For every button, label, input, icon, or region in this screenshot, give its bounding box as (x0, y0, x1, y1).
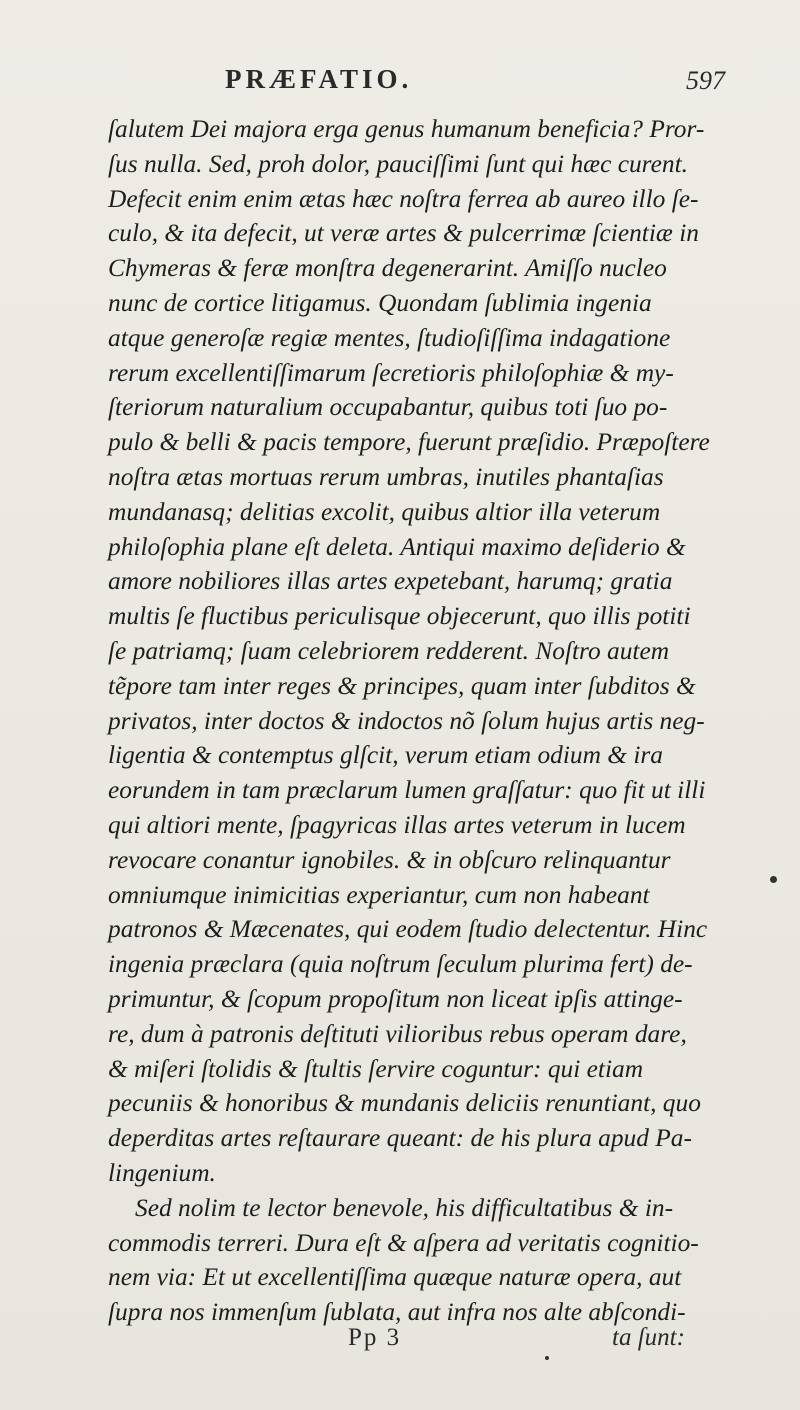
text-line: Chymeras & feræ monſtra degenerarint. Amiſſo nucleo (108, 254, 667, 283)
text-line: mundanasq; delitias excolit, quibus altior illa veterum (108, 497, 661, 526)
text-line: atque generoſæ regiæ mentes, ſtudioſiſſima indagatione (108, 323, 671, 352)
ink-speck (770, 876, 777, 883)
text-line: & miſeri ſtolidis & ſtultis ſervire coguntur: qui etiam (108, 1054, 644, 1083)
text-line: lingenium. (108, 1158, 216, 1187)
text-line: privatos, inter doctos & indoctos nõ ſolum hujus artis neg- (108, 706, 705, 735)
text-line: pecuniis & honoribus & mundanis deliciis renuntiant, quo (108, 1089, 701, 1118)
text-line: pulo & belli & pacis tempore, fuerunt præſidio. Præpoſtere (108, 428, 710, 457)
text-line: re, dum à patronis deſtituti vilioribus rebus operam dare, (108, 1019, 687, 1048)
text-line: nem via: Et ut excellentiſſima quæque naturæ opera, aut (108, 1263, 682, 1292)
text-line: commodis terreri. Dura eſt & aſpera ad veritatis cognitio- (108, 1228, 699, 1257)
body-text (108, 112, 748, 1330)
page-number: 597 (686, 66, 725, 95)
running-title: PRÆFATIO. (225, 64, 413, 94)
text-line: noſtra ætas mortuas rerum umbras, inutiles phantaſias (108, 462, 664, 491)
text-line: ingenia præclara (quia noſtrum ſeculum plurima fert) de- (108, 950, 693, 979)
signature-mark: Pp 3 (348, 1324, 402, 1351)
ink-speck (545, 1356, 549, 1360)
text-line: Defecit enim enim ætas hæc noſtra ferrea ab aureo illo ſe- (108, 184, 699, 213)
text-line: Sed nolim te lector benevole, his difficultatibus & in- (135, 1193, 674, 1222)
text-line: eorundem in tam præclarum lumen graſſatur: quo fit ut illi (108, 776, 706, 805)
text-line: ſalutem Dei majora erga genus humanum beneficia? Pror- (108, 115, 705, 143)
text-line: nunc de cortice litigamus. Quondam ſublimia ingenia (108, 288, 652, 317)
catchword: ta ſunt: (612, 1324, 685, 1351)
text-line: patronos & Mæcenates, qui eodem ſtudio delectentur. Hinc (108, 915, 708, 944)
text-line: omniumque inimicitias experiantur, cum non habeant (108, 880, 650, 909)
text-line: revocare conantur ignobiles. & in obſcuro relinquantur (108, 845, 671, 874)
text-line: ligentia & contemptus glſcit, verum etiam odium & ira (108, 741, 663, 770)
text-line: rerum excellentiſſimarum ſecretioris philoſophiæ & my- (108, 358, 674, 387)
text-line: multis ſe fluctibus periculisque objecerunt, quo illis potiti (108, 602, 691, 631)
text-line: philoſophia plane eſt deleta. Antiqui maximo deſiderio & (108, 532, 686, 561)
text-line: ſupra nos immenſum ſublata, aut infra nos alte abſcondi- (108, 1298, 686, 1327)
text-line: deperditas artes reſtaurare queant: de his plura apud Pa- (108, 1124, 692, 1153)
text-line: ſus nulla. Sed, proh dolor, pauciſſimi ſunt qui hæc curent. (108, 149, 688, 178)
text-line: ſe patriamq; ſuam celebriorem redderent. Noſtro autem (108, 636, 670, 665)
text-line: tẽpore tam inter reges & principes, quam inter ſubditos & (108, 671, 696, 700)
text-line: qui altiori mente, ſpagyricas illas artes veterum in lucem (108, 810, 686, 839)
text-line: ſteriorum naturalium occupabantur, quibus toti ſuo po- (108, 393, 668, 422)
text-line: primuntur, & ſcopum propoſitum non liceat ipſis attinge- (108, 984, 683, 1013)
text-line: amore nobiliores illas artes expetebant, harumq; gratia (108, 567, 673, 596)
running-header (225, 64, 725, 104)
text-line: culo, & ita defecit, ut veræ artes & pulcerrimæ ſcientiæ in (108, 219, 699, 248)
